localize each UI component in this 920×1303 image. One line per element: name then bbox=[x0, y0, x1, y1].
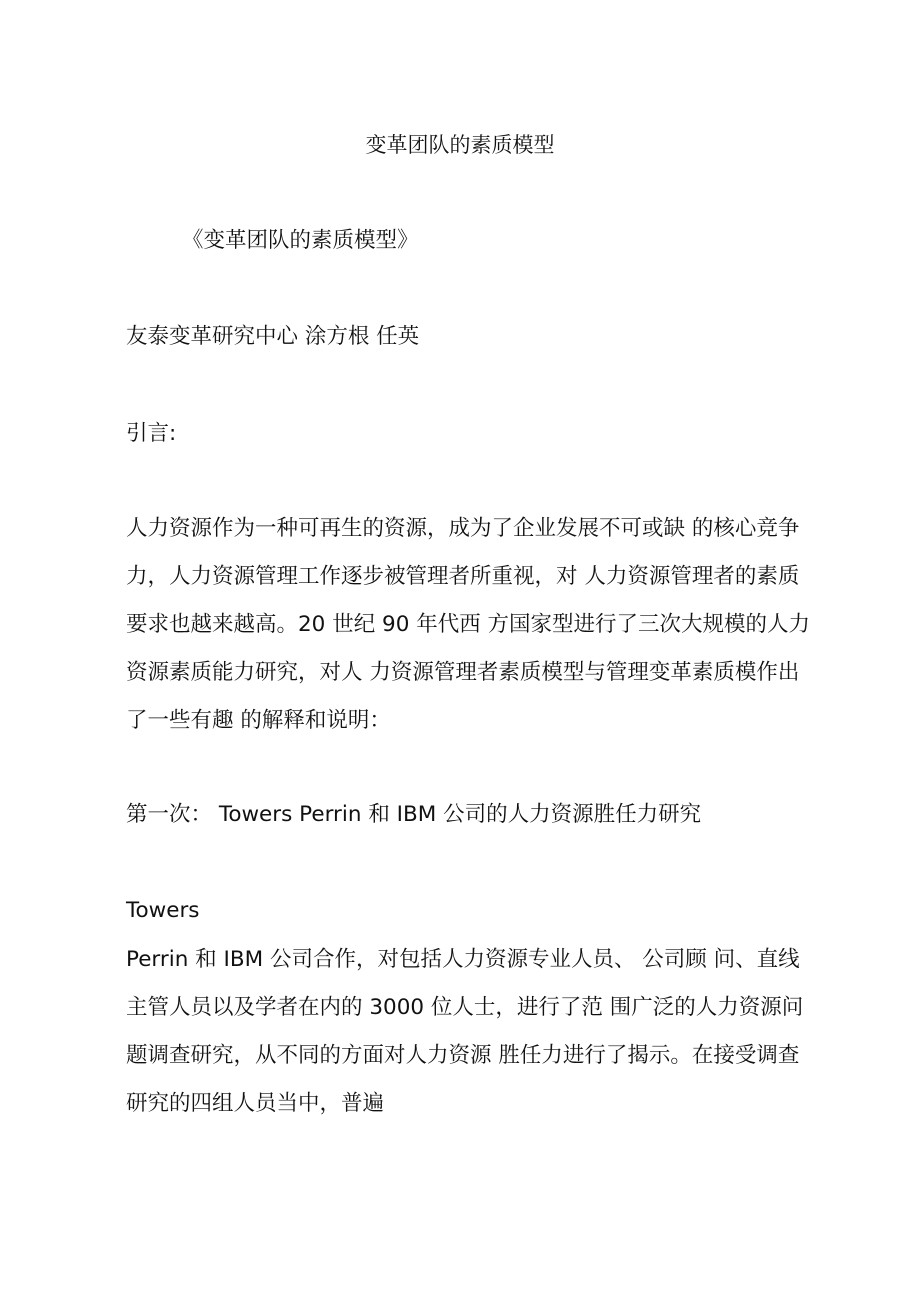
intro-paragraph bbox=[126, 505, 811, 745]
document-subtitle: 《变革团队的素质模型》 bbox=[182, 228, 419, 253]
paragraph-line: 力，人力资源管理工作逐步被管理者所重视，对 人力资源管理者的素质 bbox=[126, 564, 800, 589]
paragraph-line: 要求也越来越高。20 世纪 90 年代西 方国家型进行了三次大规模的人力 bbox=[126, 612, 811, 637]
intro-label: 引言: bbox=[126, 421, 177, 446]
section-heading: 第一次： Towers Perrin 和 IBM 公司的人力资源胜任力研究 bbox=[126, 802, 702, 827]
towers-word: Towers bbox=[126, 898, 200, 923]
study-paragraph bbox=[126, 936, 804, 1128]
paragraph-line: 题调查研究，从不同的方面对人力资源 胜任力进行了揭示。在接受调查 bbox=[126, 1043, 800, 1068]
paragraph-line: 了一些有趣 的解释和说明： bbox=[126, 708, 391, 733]
paragraph-line: Perrin 和 IBM 公司合作，对包括人力资源专业人员、 公司顾 问、直线 bbox=[126, 947, 800, 972]
paragraph-line: 资源素质能力研究，对人 力资源管理者素质模型与管理变革素质模作出 bbox=[126, 660, 800, 685]
document-title: 变革团队的素质模型 bbox=[365, 133, 555, 157]
paragraph-line: 主管人员以及学者在内的 3000 位人士，进行了范 围广泛的人力资源问 bbox=[126, 995, 804, 1020]
paragraph-line: 研究的四组人员当中，普遍 bbox=[126, 1091, 385, 1116]
paragraph-line: 人力资源作为一种可再生的资源，成为了企业发展不可或缺 的核心竞争 bbox=[126, 516, 800, 541]
authors-line: 友泰变革研究中心 涂方根 任英 bbox=[126, 324, 420, 349]
